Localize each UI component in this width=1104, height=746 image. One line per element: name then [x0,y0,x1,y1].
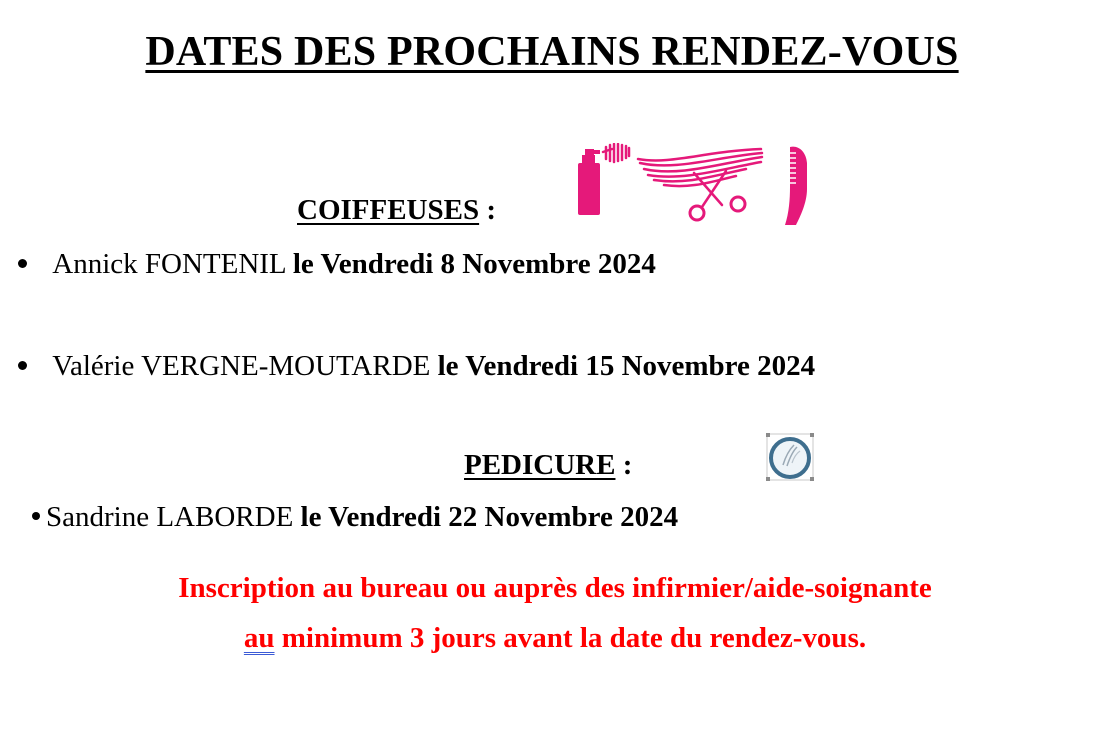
hairdresser-tools-icon [576,143,812,227]
list-item [18,248,656,281]
foot-care-icon [766,433,814,481]
list-item [32,501,678,534]
pedicure-heading-label: PEDICURE [464,449,616,481]
coiffeuses-heading [297,194,496,227]
pedicure-name: Sandrine LABORDE [46,501,294,533]
pedicure-heading [464,449,632,482]
appointment-date: le Vendredi 22 Novembre 2024 [300,501,679,533]
coiffeuse-name: Valérie VERGNE-MOUTARDE [52,350,431,382]
coiffeuses-heading-colon: : [479,194,497,226]
notice-line-2-rest: minimum 3 jours avant la date du rendez-vous. [274,622,867,654]
appointment-date: le Vendredi 8 Novembre 2024 [292,248,656,280]
page-title: DATES DES PROCHAINS RENDEZ-VOUS [145,29,959,75]
pedicure-heading-colon: : [615,449,633,481]
bullet-icon [32,512,40,520]
bullet-icon [18,361,27,370]
coiffeuses-heading-label: COIFFEUSES [297,194,480,226]
list-item [18,350,815,383]
notice-line-1: Inscription au bureau ou auprès des infirmier/aide-soignante [178,572,932,604]
bullet-icon [18,259,27,268]
notice-underlined-word: au [243,622,275,654]
appointment-date: le Vendredi 15 Novembre 2024 [437,350,816,382]
coiffeuse-name: Annick FONTENIL [52,248,286,280]
notice-line-2 [0,622,1104,655]
